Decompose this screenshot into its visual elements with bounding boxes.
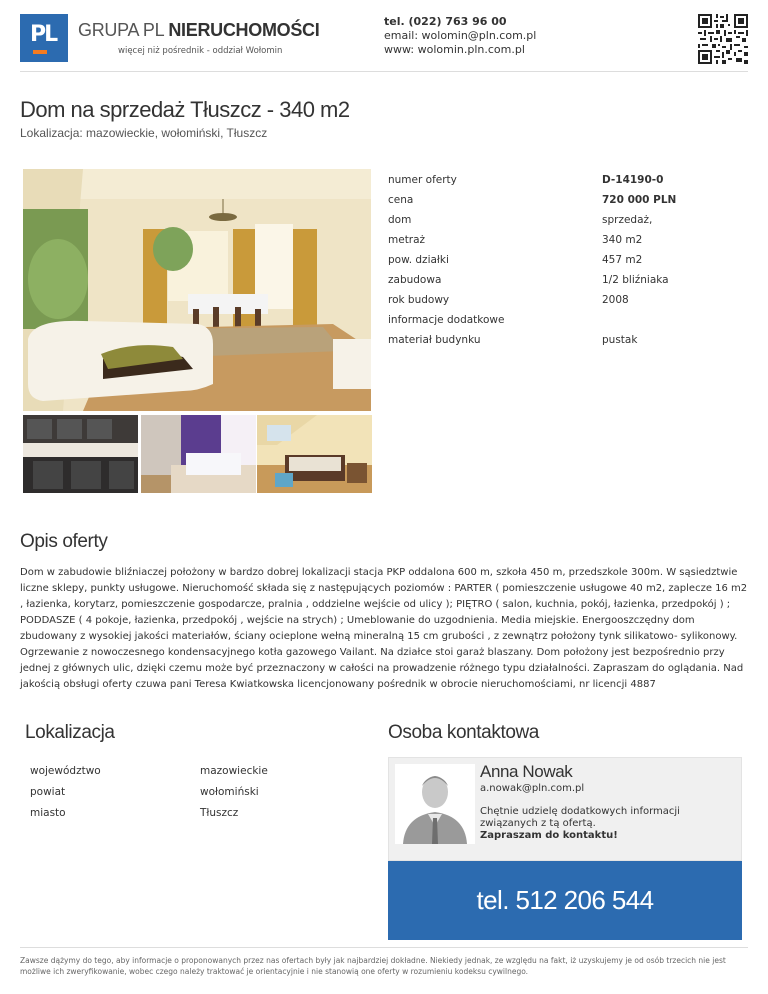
- location-label: miasto: [30, 806, 66, 819]
- offer-parameters: [388, 170, 748, 350]
- param-label: cena: [388, 194, 414, 206]
- location-table: [30, 760, 360, 823]
- param-value: 1/2 bliźniaka: [602, 274, 669, 286]
- param-label: informacje dodatkowe: [388, 314, 505, 326]
- contact-card: [388, 757, 742, 861]
- brand-prefix: GRUPA PL: [78, 20, 164, 40]
- logo-letters: PL: [30, 22, 57, 47]
- param-value: 457 m2: [602, 254, 643, 266]
- agent-phone-box[interactable]: [388, 861, 742, 940]
- agent-message-text: Chętnie udzielę dodatkowych informacji związanych z tą ofertą.: [480, 806, 680, 829]
- param-row: [388, 190, 748, 210]
- thumbnail-room[interactable]: [141, 415, 256, 493]
- location-value: Tłuszcz: [200, 806, 239, 819]
- main-photo[interactable]: [23, 169, 371, 411]
- location-label: województwo: [30, 764, 101, 777]
- agent-email[interactable]: a.nowak@pln.com.pl: [480, 783, 585, 794]
- param-row: [388, 230, 748, 250]
- param-row: [388, 210, 748, 230]
- location-value: wołomiński: [200, 785, 259, 798]
- footer-divider: [20, 947, 748, 948]
- header-divider: [20, 71, 748, 72]
- param-value: 2008: [602, 294, 629, 306]
- param-value: 720 000 PLN: [602, 194, 677, 206]
- param-value: D-14190-0: [602, 174, 664, 186]
- agency-contact: [384, 15, 536, 57]
- param-row: [388, 250, 748, 270]
- param-row: [388, 270, 748, 290]
- header: [0, 0, 768, 72]
- logo-accent: [33, 50, 47, 54]
- param-label: numer oferty: [388, 174, 457, 186]
- location-row: [30, 781, 360, 802]
- param-row: [388, 290, 748, 310]
- footer-disclaimer: Zawsze dążymy do tego, aby informacje o proponowanych przez nas ofertach były jak najbardziej dokładne. Niekiedy jednak, ze względu na fakt, iż uzyskujemy je od osób trzecich nie jest możliwe ich zweryfikowanie, wobec czego należy traktować je orientacyjnie i nie stanowią one oferty w rozumieniu kodeksu cywilnego.: [20, 956, 726, 976]
- brand-tagline: więcej niż pośrednik - oddział Wołomin: [118, 46, 283, 56]
- param-label: zabudowa: [388, 274, 442, 286]
- offer-location: Lokalizacja: mazowieckie, wołomiński, Tłuszcz: [20, 126, 268, 140]
- agent-avatar: [395, 764, 475, 844]
- param-label: materiał budynku: [388, 334, 481, 346]
- agency-email[interactable]: email: wolomin@pln.com.pl: [384, 29, 537, 42]
- param-value: pustak: [602, 334, 638, 346]
- param-row: [388, 310, 748, 330]
- qr-code[interactable]: [698, 14, 748, 64]
- agency-phone[interactable]: tel. (022) 763 96 00: [384, 15, 507, 28]
- location-row: [30, 802, 360, 823]
- location-heading: Lokalizacja: [25, 722, 115, 743]
- location-row: [30, 760, 360, 781]
- param-value: sprzedaż,: [602, 214, 653, 226]
- param-value: 340 m2: [602, 234, 643, 246]
- param-label: rok budowy: [388, 294, 450, 306]
- agency-www[interactable]: www: wolomin.pln.com.pl: [384, 43, 525, 56]
- agent-phone[interactable]: tel. 512 206 544: [476, 885, 654, 915]
- param-label: dom: [388, 214, 412, 226]
- location-value: mazowieckie: [200, 764, 268, 777]
- thumbnail-bedroom[interactable]: [257, 415, 372, 493]
- thumbnail-kitchen[interactable]: [23, 415, 138, 493]
- contact-heading: Osoba kontaktowa: [388, 722, 539, 743]
- offer-title: Dom na sprzedaż Tłuszcz - 340 m2: [20, 97, 350, 122]
- description-heading: Opis oferty: [20, 531, 108, 552]
- company-logo[interactable]: [20, 14, 68, 62]
- description-text: Dom w zabudowie bliźniaczej położony w bardzo dobrej lokalizacji stacja PKP oddalona 600 m, szkoła 450 m, przedszkole 300m. W sąsiedztwie liczne sklepy, punkty usługowe. Nieruchomość składa się z następujących poziomów : PARTER ( pomieszczenie usługowe 40 m2, zaplecze 16 m2 , łazienka, korytarz, pomieszczenie gospodarcze, pralnia , oddzielne wejście od ulicy ); PIĘTRO ( salon, kuchnia, pokój, łazienka, przedpokój ) ; PODDASZE ( 4 pokoje, łazienka, przedpokój , wejście na strych) ; Umeblowanie do uzgodnienia. Media miejskie. Energooszczędny dom zbudowany z wysokiej jakości materiałów, ściany ocieplone wełną mineralną 15 cm grubości , z zewnątrz położony tynk silikatowo- sylikonowy. Ogrzewanie z nowoczesnego kondensacyjnego kotła gazowego Vailant. Na działce stoi garaż blaszany. Dom położony jest bezpośrednio przy jednej z głównych ulic, dzięki czemu może być przeznaczony w całości na prowadzenie różnego typu działalności. Zapraszam do oglądania. Nad jakością obsługi oferty czuwa pani Teresa Kwiatkowska licencjonowany pośrednik w obrocie nieruchomościami, nr licencji 4887: [20, 567, 748, 690]
- agent-name: Anna Nowak: [480, 762, 573, 781]
- agent-cta: Zapraszam do kontaktu!: [480, 830, 618, 841]
- param-label: pow. działki: [388, 254, 449, 266]
- param-row: [388, 170, 748, 190]
- param-row: [388, 330, 748, 350]
- brand-bold: NIERUCHOMOŚCI: [168, 20, 320, 40]
- agent-message: [480, 806, 720, 842]
- brand-name: [78, 20, 319, 41]
- param-label: metraż: [388, 234, 426, 246]
- location-label: powiat: [30, 785, 66, 798]
